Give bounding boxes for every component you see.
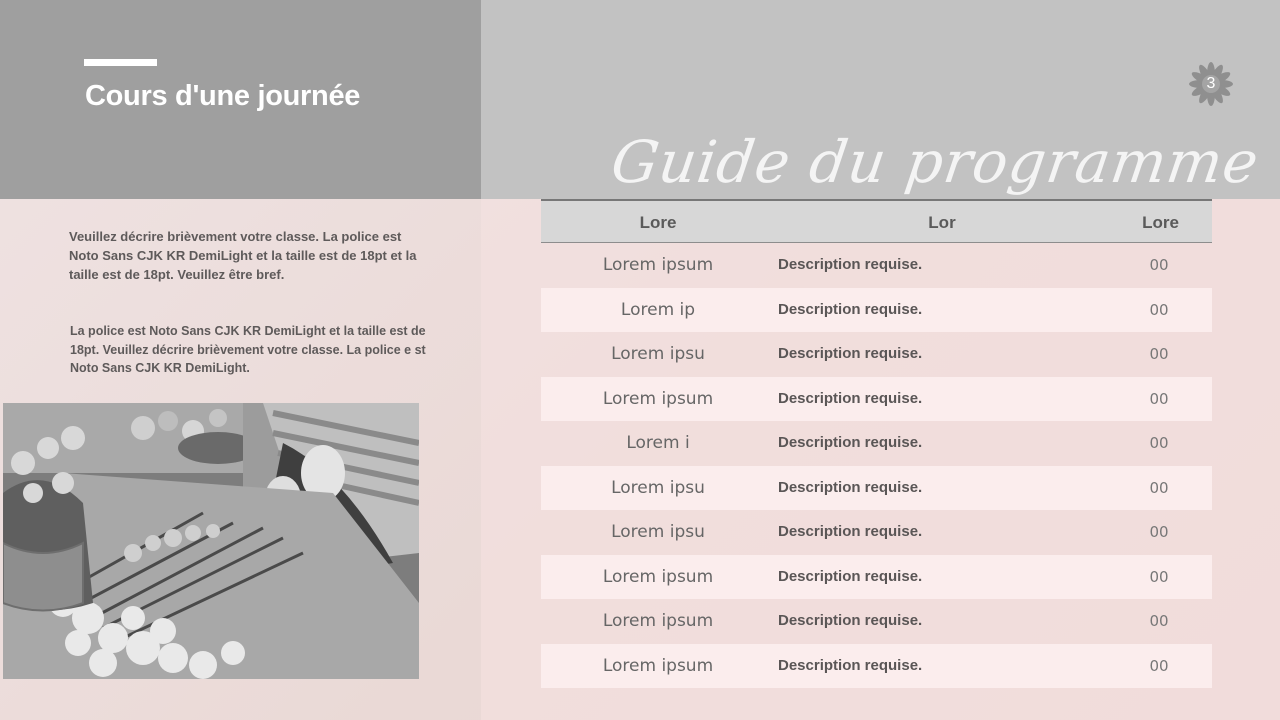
cell-name: Lorem ipsum xyxy=(602,655,714,676)
cell-name: Lorem i xyxy=(626,433,690,453)
cell-description: Description requise. xyxy=(778,656,923,674)
cell-value: 00 xyxy=(1149,567,1169,586)
cell-value: 00 xyxy=(1149,478,1169,497)
cell-description: Description requise. xyxy=(778,523,923,540)
table-row xyxy=(541,377,1212,422)
cell-value: 00 xyxy=(1149,300,1169,319)
cell-description: Description requise. xyxy=(778,300,923,318)
table-row xyxy=(541,288,1212,333)
cell-description: Description requise. xyxy=(778,389,923,407)
cell-name: Lorem ipsum xyxy=(602,388,714,409)
column-header-1: Lore xyxy=(639,213,677,232)
cell-name: Lorem ipsum xyxy=(602,566,714,587)
cell-value: 00 xyxy=(1149,612,1169,630)
cell-name: Lorem ip xyxy=(620,299,696,320)
table-row xyxy=(541,555,1212,600)
cell-value: 00 xyxy=(1149,434,1169,452)
column-header-2: Lor xyxy=(928,213,956,232)
cell-description: Description requise. xyxy=(778,256,923,273)
cell-name: Lorem ipsum xyxy=(602,255,714,275)
cell-description: Description requise. xyxy=(778,478,923,496)
page-number-badge xyxy=(1188,61,1234,107)
cell-value: 00 xyxy=(1149,656,1169,675)
column-header-3: Lore xyxy=(1142,213,1179,232)
page-number: 3 xyxy=(1206,75,1216,92)
description-paragraph-1: Veuillez décrire brièvement votre classe. La police est Noto Sans CJK KR DemiLight et la taille est de 18pt et la taille est de 18pt. Veuillez être bref. xyxy=(69,229,417,282)
cell-value: 00 xyxy=(1149,345,1169,363)
cell-name: Lorem ipsu xyxy=(611,477,705,498)
table-row xyxy=(541,466,1212,511)
cell-description: Description requise. xyxy=(778,345,923,362)
program-table xyxy=(541,199,1212,688)
cell-name: Lorem ipsum xyxy=(602,611,714,631)
page-title: Cours d'une journée xyxy=(85,80,361,112)
table-row xyxy=(541,644,1212,689)
cell-description: Description requise. xyxy=(778,434,923,451)
table-row xyxy=(541,421,1212,466)
script-title: Guide du programme xyxy=(607,128,1264,196)
cell-value: 00 xyxy=(1149,256,1169,274)
cell-description: Description requise. xyxy=(778,567,923,585)
table-row xyxy=(541,599,1212,644)
florist-flowers-image xyxy=(3,403,419,679)
florist-photo xyxy=(3,403,419,679)
title-accent-bar xyxy=(84,59,157,66)
cell-name: Lorem ipsu xyxy=(611,522,705,542)
cell-name: Lorem ipsu xyxy=(611,344,705,364)
cell-value: 00 xyxy=(1149,389,1169,408)
table-body xyxy=(541,243,1212,688)
table-row xyxy=(541,510,1212,555)
table-row xyxy=(541,332,1212,377)
cell-value: 00 xyxy=(1149,523,1169,541)
table-header xyxy=(541,199,1212,243)
description-paragraph-2: La police est Noto Sans CJK KR DemiLight et la taille est de 18pt. Veuillez décrire brièvement votre classe. La police e st Noto Sans CJK KR DemiLight. xyxy=(70,324,426,375)
cell-description: Description requise. xyxy=(778,612,923,629)
table-row xyxy=(541,243,1212,288)
